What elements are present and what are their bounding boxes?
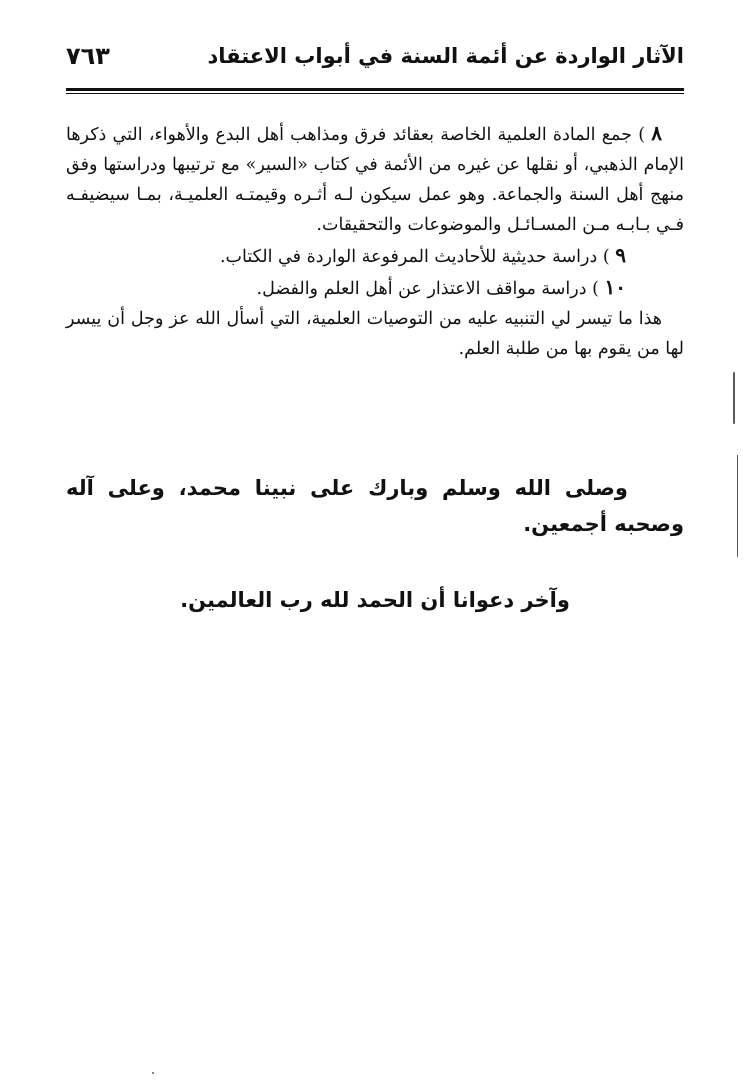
header-rule-thin (66, 93, 684, 94)
closing-prayer (66, 470, 684, 542)
item-text: ) دراسة مواقف الاعتذار عن أهل العلم والفضل. (256, 279, 599, 299)
item-number: ١٠ (604, 275, 626, 299)
item-number: ٨ (651, 121, 662, 145)
running-title: الآثار الواردة عن أئمة السنة في أبواب الاعتقاد (207, 44, 684, 68)
margin-bracket-mark (733, 372, 735, 424)
recommendation-item-9 (66, 240, 684, 272)
header-rule-thick (66, 88, 684, 91)
final-supplication: وآخر دعوانا أن الحمد لله رب العالمين. (180, 588, 570, 612)
page-number: ٧٦٣ (66, 42, 110, 70)
summary-paragraph (66, 304, 684, 364)
margin-line-mark (737, 455, 738, 557)
recommendations-body (66, 118, 684, 364)
recommendation-item-10 (66, 272, 684, 304)
recommendation-item-8 (66, 118, 684, 240)
item-text: ) جمع المادة العلمية الخاصة بعقائد فرق ومذاهب أهل البدع والأهواء، التي ذكرها الإمام الذهبي، أو نقلها عن غيره من الأئمة في كتاب «السير» مع ترتيبها ودراستها وفق منهج أهل السنة والجماعة. وهو عمل سيكون لـه أثـره وقيمتـه العلميـة، بمـا سيضيفـه فـي بـابـه مـن المسـائـل والموضوعات والتحقيقات. (66, 125, 684, 235)
closing-prayer-text: وصلى الله وسلم وبارك على نبينا محمد، وعلى آله وصحبه أجمعين. (66, 476, 684, 536)
item-number: ٩ (615, 243, 626, 267)
page-header (66, 38, 684, 78)
summary-text: هذا ما تيسر لي التنبيه عليه من التوصيات العلمية، التي أسأل الله عز وجل أن ييسر لها من يقوم بها من طلبة العلم. (66, 309, 684, 359)
scan-speck (152, 1072, 154, 1074)
item-text: ) دراسة حديثية للأحاديث المرفوعة الواردة في الكتاب. (219, 247, 610, 267)
